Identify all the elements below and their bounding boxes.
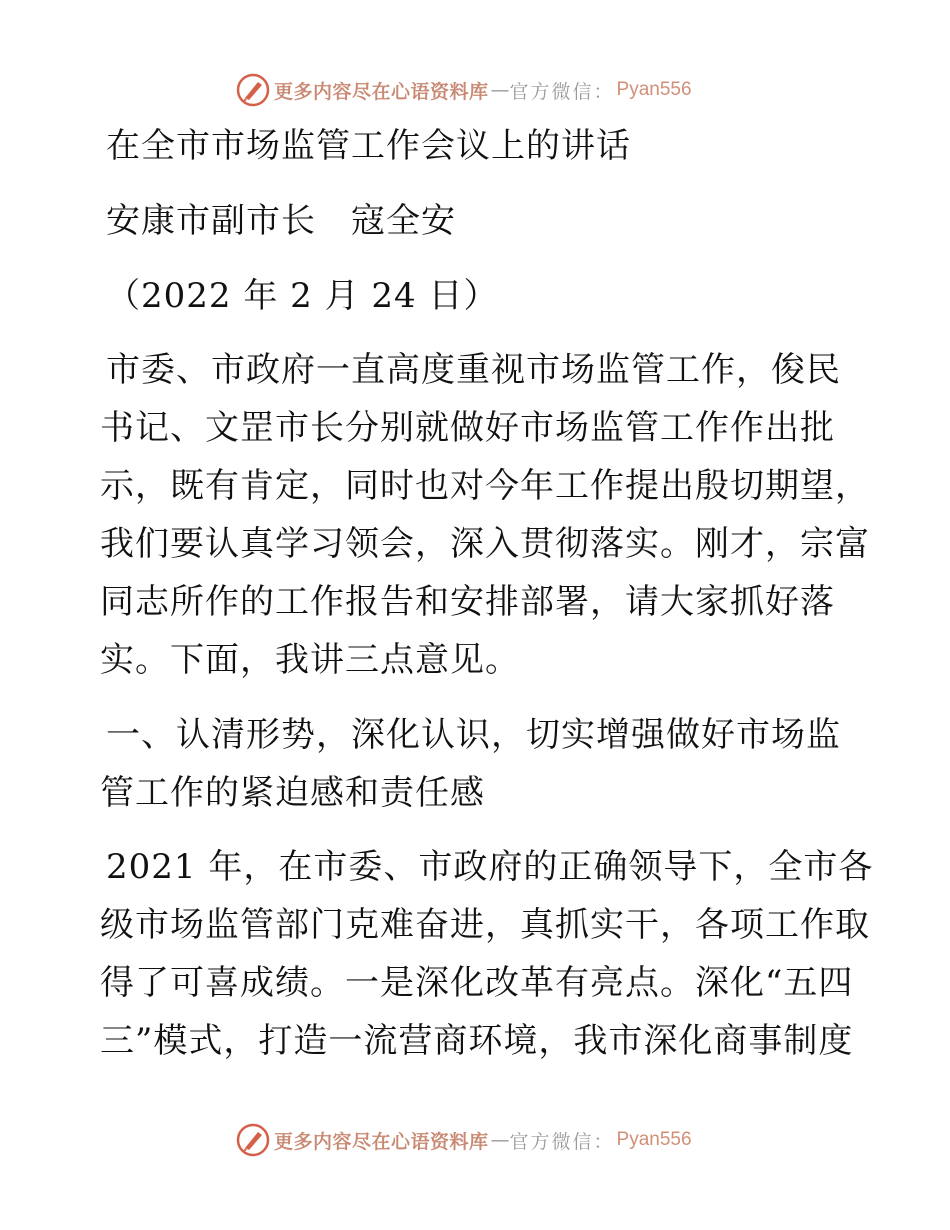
paragraph1-line: 市委、市政府一直高度重视市场监管工作，俊民 xyxy=(106,350,841,390)
speaker-line: 安康市副市长 寇全安 xyxy=(106,201,456,241)
paragraph1-line: 我们要认真学习领会，深入贯彻落实。刚才，宗富 xyxy=(100,524,870,564)
watermark-wechat-id: Pyan556 xyxy=(616,79,692,100)
date-line: （2022 年 2 月 24 日） xyxy=(106,276,499,316)
section-heading-line: 一、认清形势，深化认识，切实增强做好市场监 xyxy=(106,715,841,755)
watermark-label: 官方微信： xyxy=(509,1130,615,1153)
document-title: 在全市市场监管工作会议上的讲话 xyxy=(106,126,631,166)
paragraph1-line: 示，既有肯定，同时也对今年工作提出殷切期望， xyxy=(100,466,870,506)
watermark-main-text: 更多内容尽在心语资料库 xyxy=(274,80,489,103)
pen-logo-icon xyxy=(236,73,270,107)
watermark-main-text: 更多内容尽在心语资料库 xyxy=(274,1130,489,1153)
paragraph2-line: 2021 年，在市委、市政府的正确领导下，全市各 xyxy=(106,847,874,887)
section-heading-line: 管工作的紧迫感和责任感 xyxy=(100,773,485,813)
watermark-separator: — xyxy=(490,1129,510,1151)
paragraph1-line: 书记、文罡市长分别就做好市场监管工作作出批 xyxy=(100,408,835,448)
paragraph2-line: 得了可喜成绩。一是深化改革有亮点。深化“五四 xyxy=(100,963,854,1003)
watermark-separator: — xyxy=(490,79,510,101)
footer-watermark xyxy=(236,1123,692,1157)
pen-logo-icon xyxy=(236,1123,270,1157)
watermark-wechat-id: Pyan556 xyxy=(616,1129,692,1150)
paragraph2-line: 三”模式，打造一流营商环境，我市深化商事制度 xyxy=(100,1021,854,1061)
paragraph1-line: 同志所作的工作报告和安排部署，请大家抓好落 xyxy=(100,582,835,622)
paragraph1-line: 实。下面，我讲三点意见。 xyxy=(100,640,520,680)
paragraph2-line: 级市场监管部门克难奋进，真抓实干，各项工作取 xyxy=(100,905,870,945)
watermark-label: 官方微信： xyxy=(509,80,615,103)
header-watermark xyxy=(236,73,692,107)
